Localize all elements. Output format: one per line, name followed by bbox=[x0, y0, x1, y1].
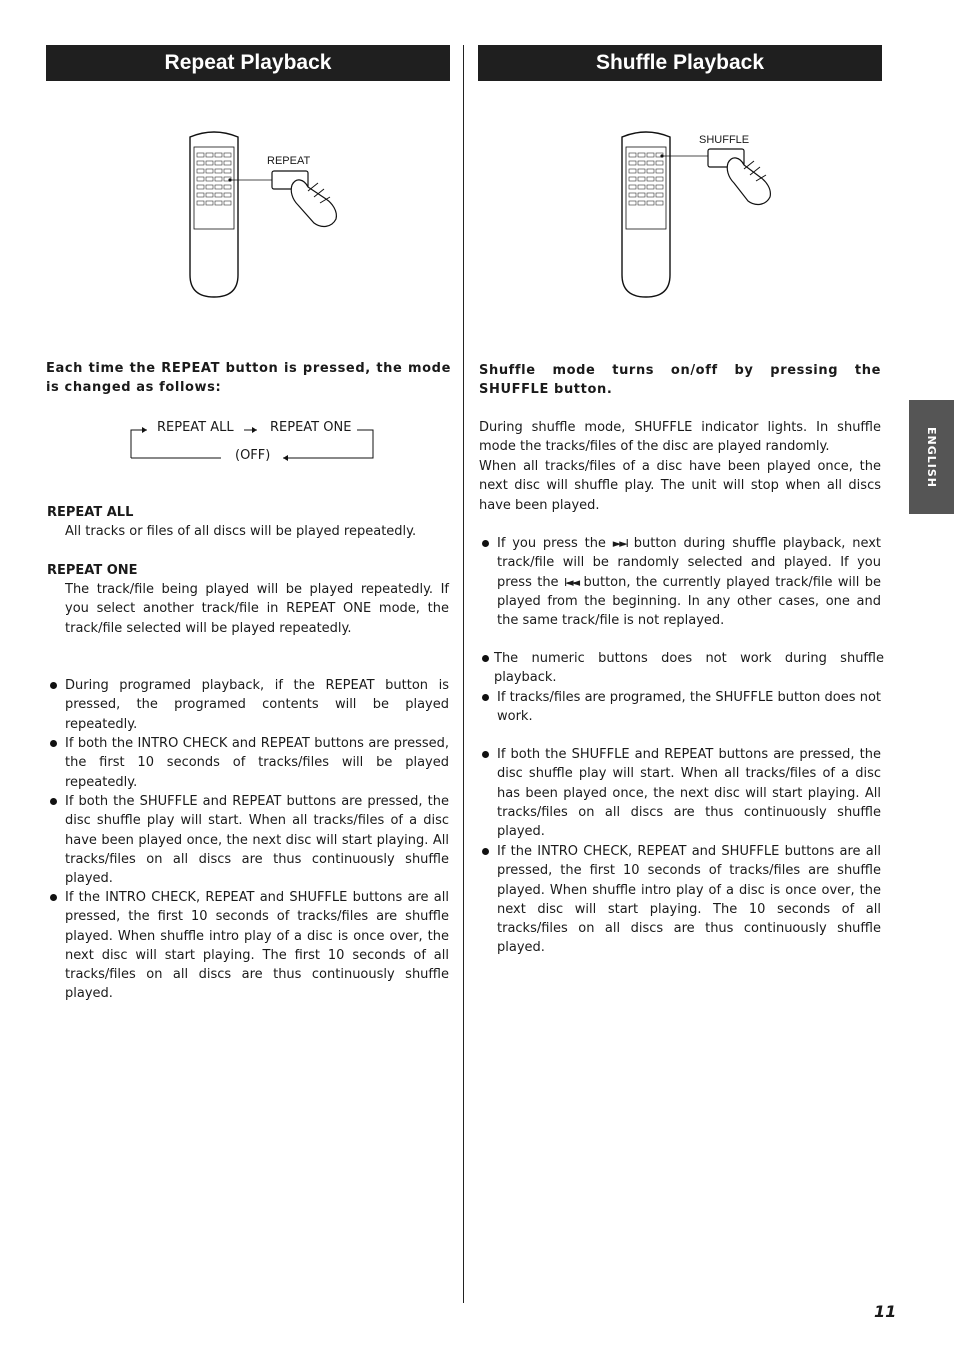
shuffle-note-programed: If tracks/files are programed, the SHUFFLE button does not work. bbox=[497, 688, 881, 727]
bullet-icon bbox=[50, 894, 57, 901]
bullet-icon bbox=[482, 540, 489, 547]
bullet-icon bbox=[482, 655, 489, 662]
remote-repeat-illustration bbox=[180, 125, 355, 305]
repeat-note-all-three: If the INTRO CHECK, REPEAT and SHUFFLE buttons are all pressed, the first 10 seconds of tracks/files are shuffle played. When shuffle intro play of a disc is once over, the next disc will start playing. The first 10 seconds of all tracks/files on all discs are thus continuously shuffle played. bbox=[65, 888, 449, 1004]
remote-shuffle-illustration bbox=[612, 125, 787, 305]
repeat-playback-title: Repeat Playback bbox=[46, 45, 450, 81]
bullet-icon bbox=[50, 682, 57, 689]
language-tab bbox=[909, 400, 954, 514]
shuffle-note-all-three: If the INTRO CHECK, REPEAT and SHUFFLE buttons are all pressed, the first 10 seconds of tracks/files are shuffle played. When shuffle intro play of a disc is once over, the next disc will start playing. The 10 seconds of all tracks/files on all discs are thus continuously shuffle played. bbox=[497, 842, 881, 958]
shuffle-note-numeric: The numeric buttons does not work during shuffle playback. bbox=[494, 649, 884, 688]
repeat-all-description: All tracks or files of all discs will be played repeatedly. bbox=[65, 524, 417, 539]
skip-previous-icon: I◄◄ bbox=[563, 575, 579, 589]
repeat-note-intro-check: If both the INTRO CHECK and REPEAT buttons are pressed, the first 10 seconds of tracks/files will be played repeatedly. bbox=[65, 734, 449, 792]
flow-repeat-one: REPEAT ONE bbox=[270, 420, 352, 435]
bullet-icon bbox=[482, 751, 489, 758]
language-tab-label: ENGLISH bbox=[925, 426, 939, 488]
flow-repeat-all: REPEAT ALL bbox=[157, 420, 234, 435]
repeat-note-shuffle: If both the SHUFFLE and REPEAT buttons are pressed, the disc shuffle play will start. When all tracks/files of a disc have been played once, the next disc will start playing. All tracks/files on all discs are thus continuously shuffle played. bbox=[65, 792, 449, 888]
repeat-all-term: REPEAT ALL bbox=[47, 505, 134, 520]
column-divider bbox=[463, 45, 464, 1303]
shuffle-note-repeat: If both the SHUFFLE and REPEAT buttons are pressed, the disc shuffle play will start. When all tracks/files of a disc has been played once, the next disc will start playing. All tracks/files on all discs are thus continuously shuffle played. bbox=[497, 745, 881, 841]
bullet-icon bbox=[482, 848, 489, 855]
shuffle-para-1: During shuffle mode, SHUFFLE indicator lights. In shuffle mode the tracks/files of the disc are played randomly. bbox=[479, 420, 881, 455]
repeat-note-programed: During programed playback, if the REPEAT button is pressed, the programed contents will be played repeatedly. bbox=[65, 676, 449, 734]
flow-off: (OFF) bbox=[235, 448, 271, 463]
shuffle-lead: Shuffle mode turns on/off by pressing the SHUFFLE button. bbox=[479, 363, 881, 398]
page-number: 11 bbox=[874, 1302, 897, 1321]
shuffle-playback-title: Shuffle Playback bbox=[478, 45, 882, 81]
repeat-button-label: REPEAT bbox=[267, 155, 311, 167]
shuffle-note-skip: If you press the ►►I button during shuffle playback, next track/file will be randomly selected and played. If you press the I◄◄ button, the currently played track/file will be played from the beginning. In any other cases, one and the same track/file is not replayed. bbox=[497, 534, 881, 630]
repeat-one-description: The track/file being played will be played repeatedly. If you select another track/file in REPEAT ONE mode, the track/file selected will be played repeatedly. bbox=[65, 582, 449, 636]
bullet-icon bbox=[50, 740, 57, 747]
shuffle-para-2: When all tracks/files of a disc have been played once, the next disc will shuffle play. The unit will stop when all discs have been played. bbox=[479, 459, 881, 513]
repeat-one-term: REPEAT ONE bbox=[47, 563, 138, 578]
bullet-icon bbox=[482, 694, 489, 701]
skip-next-icon: ►►I bbox=[612, 537, 627, 550]
shuffle-button-label: SHUFFLE bbox=[699, 134, 750, 146]
repeat-lead: Each time the REPEAT button is pressed, the mode is changed as follows: bbox=[46, 361, 451, 396]
bullet-icon bbox=[50, 798, 57, 805]
